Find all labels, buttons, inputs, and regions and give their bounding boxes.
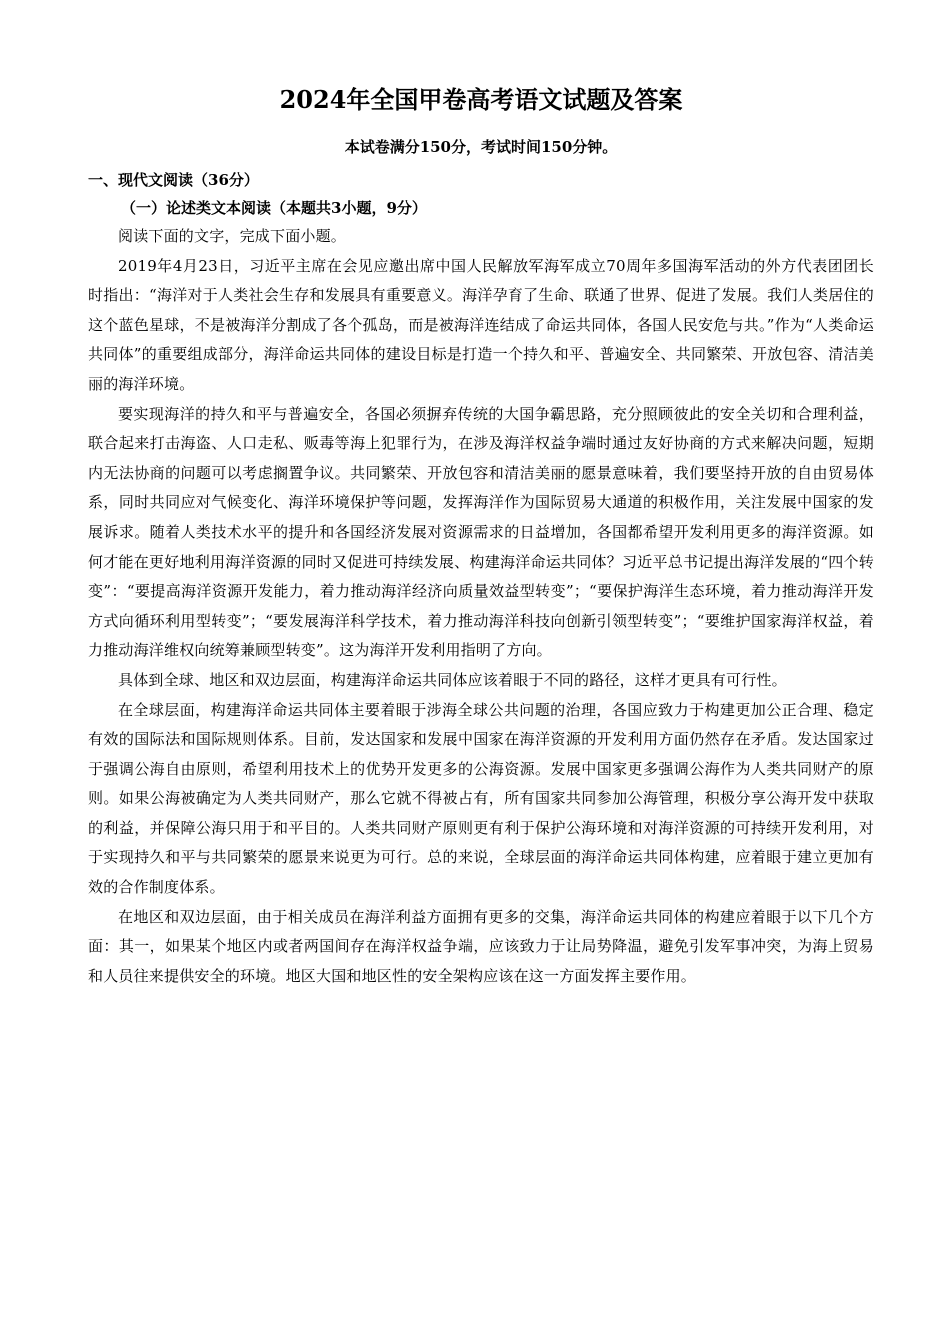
paragraph-instruction: 阅读下面的文字，完成下面小题。: [118, 227, 347, 245]
paragraph-3: 具体到全球、地区和双边层面，构建海洋命运共同体应该着眼于不同的路径，这样才更具有可行性。: [118, 670, 787, 689]
document-title: 2024年全国甲卷高考语文试题及答案: [279, 85, 683, 114]
sub-section-heading: （一）论述类文本阅读（本题共3小题，9分）: [121, 199, 427, 217]
section-heading: 一、现代文阅读（36分）: [88, 171, 259, 189]
paragraph-1: 2019年4月23日，习近平主席在会见应邀出席中国人民解放军海军成立70周年多国海军活动的外方代表团团长时指出：“海洋对于人类社会生存和发展具有重要意义。海洋孕育了生命、联通了世界、促进了发展。我们人类居住的这个蓝色星球，不是被海洋分割成了各个孤岛，而是被海洋连结成了命运共同体，各国人民安危与共。”作为“人类命运共同体”的重要组成部分，海洋命运共同体的建设目标是打造一个持久和平、普遍安全、共同繁荣、开放包容、清洁美丽的海洋环境。: [88, 256, 874, 393]
document-page: [88, 80, 874, 991]
paragraph-4: 在全球层面，构建海洋命运共同体主要着眼于涉海全球公共问题的治理，各国应致力于构建更加公正合理、稳定有效的国际法和国际规则体系。目前，发达国家和发展中国家在海洋资源的开发利用方面仍然存在矛盾。发达国家过于强调公海自由原则，希望利用技术上的优势开发更多的公海资源。发展中国家更多强调公海作为人类共同财产的原则。如果公海被确定为人类共同财产，那么它就不得被占有，所有国家共同参加公海管理，积极分享公海开发中获取的利益，并保障公海只用于和平目的。人类共同财产原则更有利于保护公海环境和对海洋资源的可持续开发利用，对于实现持久和平与共同繁荣的愿景来说更为可行。总的来说，全球层面的海洋命运共同体构建，应着眼于建立更加有效的合作制度体系。: [88, 700, 874, 897]
exam-info: 本试卷满分150分，考试时间150分钟。: [344, 138, 618, 156]
paragraph-2: 要实现海洋的持久和平与普遍安全，各国必须摒弃传统的大国争霸思路，充分照顾彼此的安全关切和合理利益，联合起来打击海盗、人口走私、贩毒等海上犯罪行为，在涉及海洋权益争端时通过友好协商的方式来解决问题，短期内无法协商的问题可以考虑搁置争议。共同繁荣、开放包容和清洁美丽的愿景意味着，我们要坚持开放的自由贸易体系，同时共同应对气候变化、海洋环境保护等问题，发挥海洋作为国际贸易大通道的积极作用，关注发展中国家的发展诉求。随着人类技术水平的提升和各国经济发展对资源需求的日益增加，各国都希望开发利用更多的海洋资源。如何才能在更好地利用海洋资源的同时又促进可持续发展、构建海洋命运共同体？习近平总书记提出海洋发展的“四个转变”：“要提高海洋资源开发能力，着力推动海洋经济向质量效益型转变”；“要保护海洋生态环境，着力推动海洋开发方式向循环利用型转变”；“要发展海洋科学技术，着力推动海洋科技向创新引领型转变”；“要维护国家海洋权益，着力推动海洋维权向统筹兼顾型转变”。这为海洋开发利用指明了方向。: [88, 404, 874, 660]
paragraph-5: 在地区和双边层面，由于相关成员在海洋利益方面拥有更多的交集，海洋命运共同体的构建应着眼于以下几个方面：其一，如果某个地区内或者两国间存在海洋权益争端，应该致力于让局势降温，避免引发军事冲突，为海上贸易和人员往来提供安全的环境。地区大国和地区性的安全架构应该在这一方面发挥主要作用。: [88, 907, 874, 985]
